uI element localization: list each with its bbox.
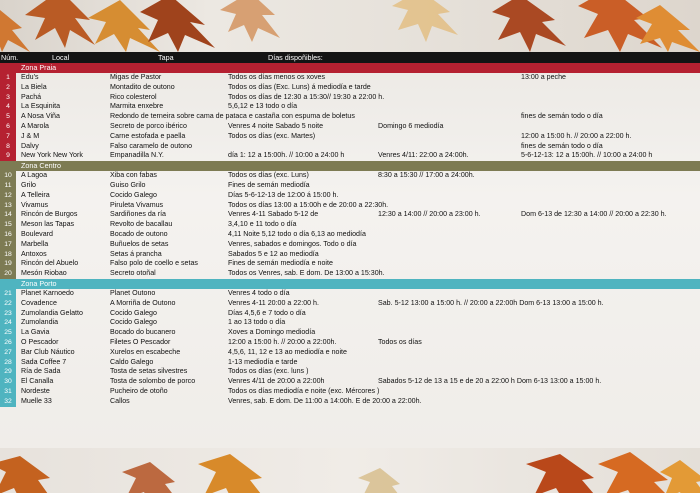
table-row: 4 La Esquinita Marmita enxebre 5,6,12 e 13 todo o día — [0, 102, 700, 112]
table-row: 24 Zumolandia Cocido Galego 1 ao 13 todo o día — [0, 318, 700, 328]
header-dias: Días dispoñibles: — [268, 53, 323, 62]
table-row: 32 Muelle 33 Callos Venres, sab. E dom. De 11:00 a 14:00h. E de 20:00 a 22:00h. — [0, 397, 700, 407]
leaf-decoration-icon — [0, 448, 700, 493]
table-row: 29 Ría de Sada Tosta de setas silvestres Todos os días (exc. luns ) — [0, 367, 700, 377]
table-row: 8 Dalvy Falso caramelo de outono fines de semán todo o día — [0, 142, 700, 152]
table-row: 22 Covadence A Morriña de Outono Venres 4-11 20:00 a 22:00 h. Sab. 5-12 13:00 a 15:00 h. // 20:00 a 22:00h Dom 6-13 13:00 a 15:00 h. — [0, 299, 700, 309]
table-row: 18 Antoxos Setas á prancha Sabados 5 e 12 ao mediodía — [0, 250, 700, 260]
table-row: 20 Mesón Riobao Secreto otoñal Todos os Venres, sab. E dom. De 13:00 a 15:30h. — [0, 269, 700, 279]
table-row: 10 A Lagoa Xiba con fabas Todos os días (exc. Luns) 8:30 a 15:30 // 17:00 a 24:00h. — [0, 171, 700, 181]
table-row: 21 Planet Karnoedo Planet Outono Venres 4 todo o día — [0, 289, 700, 299]
table-row: 17 Marbella Buñuelos de setas Venres, sabados e domingos. Todo o día — [0, 240, 700, 250]
table-row: 15 Meson las Tapas Revolto de bacallau 3,4,10 e 11 todo o día — [0, 220, 700, 230]
table-row: 26 O Pescador Filetes O Pescador 12:00 a 15:00 h. // 20:00 a 22:00h. Todos os días — [0, 338, 700, 348]
table-row: 13 Vivamus Piruleta Vivamus Todos os días 13:00 a 15:00h e de 20:00 a 22:30h. — [0, 201, 700, 211]
tapas-table — [0, 63, 700, 407]
table-row: 14 Rincón de Burgos Sardiñones da ría Venres 4-11 Sabado 5-12 de 12:30 a 14:00 // 20:00 a 23:00 h. Dom 6-13 de 12:30 a 14:00 // 20:00 a 22:30 h. — [0, 210, 700, 220]
table-row: 5 A Nosa Viña Redondo de terneira sobre cama de pataca e castaña con espuma de boletus fines de semán todo o día — [0, 112, 700, 122]
leaf-decoration-icon — [0, 0, 700, 52]
table-row: 16 Boulevard Bocado de outono 4,11 Noite 5,12 todo o día 6,13 ao mediodía — [0, 230, 700, 240]
table-row: 2 La Biela Montadito de outono Todos os días (Exc. Luns) á mediodía e tarde — [0, 83, 700, 93]
table-header — [0, 52, 700, 63]
zone-header-centro: Zona Centro — [0, 161, 700, 171]
table-row: 19 Rincón del Abuelo Falso polo de coello e setas Fines de semán mediodía e noite — [0, 259, 700, 269]
table-row: 28 Sada Coffee 7 Caldo Galego 1-13 mediodía e tarde — [0, 358, 700, 368]
table-row: 7 J & M Carne estofada e paella Todos os días (exc. Martes) 12:00 a 15:00 h. // 20:00 a 22:00 h. — [0, 132, 700, 142]
autumn-leaves-top-decoration — [0, 0, 700, 52]
header-local: Local — [52, 53, 70, 62]
table-row: 30 El Canalla Tosta de solombo de porco Venres 4/11 de 20:00 a 22:00h Sabados 5-12 de 13 a 15 e de 20 a 22:00 h Dom 6-13 13:00 a 15:00 h. — [0, 377, 700, 387]
zone-header-praia: Zona Praia — [0, 63, 700, 73]
table-row: 31 Nordeste Pucheiro de otoño Todos os días mediodía e noite (exc. Mércores ) — [0, 387, 700, 397]
table-row: 9 New York New York Empanadilla N.Y. día 1: 12 a 15:00h. // 10:00 a 24:00 h Venres 4/11: 22:00 a 24:00h. 5-6-12-13: 12 a 15:00h. // 10:00 a 24:00 h — [0, 151, 700, 161]
table-row: 6 A Marola Secreto de porco ibérico Venres 4 noite Sabado 5 noite Domingo 6 mediodía — [0, 122, 700, 132]
header-tapa: Tapa — [158, 53, 174, 62]
zone-header-porto: Zona Porto — [0, 279, 700, 289]
header-num: Núm. — [1, 53, 19, 62]
table-row: 12 A Telleira Cocido Galego Días 5-6-12-13 de 12:00 á 15:00 h. — [0, 191, 700, 201]
table-row: 27 Bar Club Náutico Xurelos en escabeche 4,5,6, 11, 12 e 13 ao mediodía e noite — [0, 348, 700, 358]
table-row: 11 Grilo Guiso Grilo Fines de semán mediodía — [0, 181, 700, 191]
table-row: 25 La Gavia Bocado do bucanero Xoves a Domingo mediodía — [0, 328, 700, 338]
table-row: 1 Edu's Migas de Pastor Todos os días menos os xoves 13:00 a peche — [0, 73, 700, 83]
table-row: 3 Pachá Rico colesterol Todos os días de 12:30 a 15:30// 19:30 a 22:00 h. — [0, 93, 700, 103]
autumn-leaves-bottom-decoration — [0, 448, 700, 493]
table-row: 23 Zumolandia Gelatto Cocido Galego Días 4,5,6 e 7 todo o día — [0, 309, 700, 319]
